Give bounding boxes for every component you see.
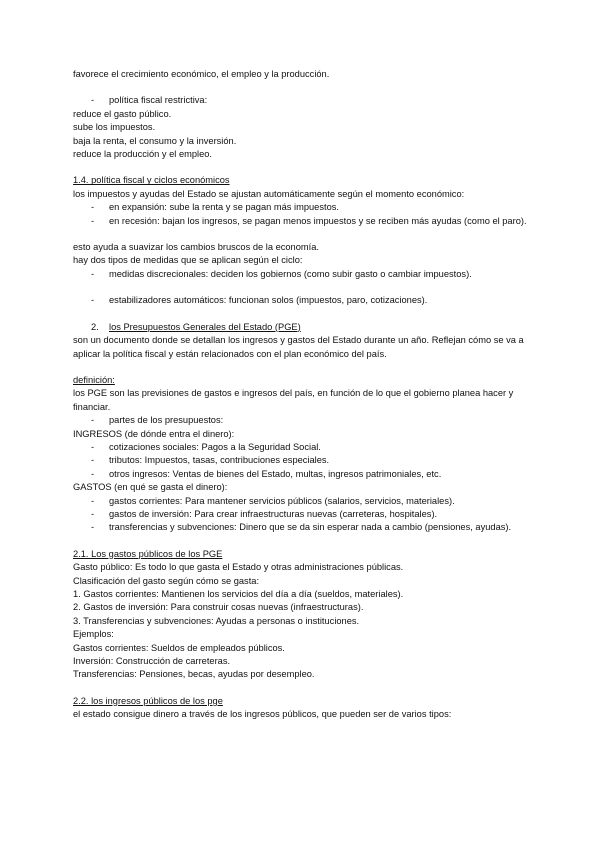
list-item: - partes de los presupuestos:: [91, 415, 224, 426]
restrictiva-line: reduce el gasto público.: [73, 108, 172, 119]
list-item: - gastos de inversión: Para crear infraestructuras nuevas (carreteras, hospitales).: [91, 508, 438, 519]
document-body: [73, 68, 533, 722]
list-item: - otros ingresos: Ventas de bienes del Estado, multas, ingresos patrimoniales, etc.: [91, 468, 442, 479]
restrictiva-line: sube los impuestos.: [73, 122, 156, 133]
list-item: - medidas discrecionales: deciden los gobiernos (como subir gasto o cambiar impuestos).: [91, 268, 472, 279]
list-item: - en recesión: bajan los ingresos, se pagan menos impuestos y se reciben más ayudas (como el paro).: [91, 215, 527, 226]
paragraph: hay dos tipos de medidas que se aplican según el ciclo:: [73, 255, 303, 266]
paragraph: esto ayuda a suavizar los cambios bruscos de la economía.: [73, 242, 319, 253]
section-2-2-title: 2.2. los ingresos públicos de los pge: [73, 695, 223, 706]
section-1-4-text: los impuestos y ayudas del Estado se ajustan automáticamente según el momento económico:: [73, 188, 465, 199]
paragraph: 1. Gastos corrientes: Mantienen los servicios del día a día (sueldos, materiales).: [73, 589, 404, 599]
definition-title: definición:: [73, 374, 115, 385]
bullet-mark: -: [91, 95, 95, 106]
restrictiva-line: reduce la producción y el empleo.: [73, 149, 213, 160]
section-2-text: son un documento donde se detallan los ingresos y gastos del Estado durante un año. Reflejan cómo se va a aplicar la política fiscal y están relacionados con el plan económico del país.: [73, 335, 524, 359]
list-item: - transferencias y subvenciones: Dinero que se da sin esperar nada a cambio (pensiones, ayudas).: [91, 522, 512, 533]
intro-line: favorece el crecimiento económico, el empleo y la producción.: [73, 69, 330, 79]
section-2-1-title: 2.1. Los gastos públicos de los PGE: [73, 548, 223, 559]
paragraph: Gasto público: Es todo lo que gasta el Estado y otras administraciones públicas.: [73, 562, 404, 573]
restrictiva-line: baja la renta, el consumo y la inversión.: [73, 135, 237, 146]
paragraph: Inversión: Construcción de carreteras.: [73, 656, 231, 667]
list-item: - cotizaciones sociales: Pagos a la Seguridad Social.: [91, 441, 321, 452]
paragraph: Ejemplos:: [73, 629, 114, 640]
list-item: - tributos: Impuestos, tasas, contribuciones especiales.: [91, 455, 330, 466]
list-item: - en expansión: sube la renta y se pagan más impuestos.: [91, 202, 339, 213]
section-2-title: 2. los Presupuestos Generales del Estado (PGE): [91, 321, 301, 332]
paragraph: Gastos corrientes: Sueldos de empleados públicos.: [73, 642, 285, 653]
paragraph: 2. Gastos de inversión: Para construir cosas nuevas (infraestructuras).: [73, 602, 364, 613]
paragraph: 3. Transferencias y subvenciones: Ayudas a personas o instituciones.: [73, 615, 360, 626]
list-item: - estabilizadores automáticos: funcionan solos (impuestos, paro, cotizaciones).: [91, 295, 428, 306]
ingresos-heading: INGRESOS (de dónde entra el dinero):: [73, 428, 235, 439]
definition-text: los PGE son las previsiones de gastos e ingresos del país, en función de lo que el gobierno planea hacer y financiar.: [73, 388, 514, 412]
gastos-heading: GASTOS (en qué se gasta el dinero):: [73, 482, 228, 493]
section-1-4-title: 1.4. política fiscal y ciclos económicos: [73, 175, 230, 186]
paragraph: Transferencias: Pensiones, becas, ayudas por desempleo.: [73, 669, 315, 680]
restrictiva-heading: - política fiscal restrictiva:: [73, 94, 533, 107]
section-2-2-text: el estado consigue dinero a través de los ingresos públicos, que pueden ser de varios tipos:: [73, 709, 452, 720]
list-item: - gastos corrientes: Para mantener servicios públicos (salarios, servicios, materiales).: [91, 495, 455, 506]
paragraph: Clasificación del gasto según cómo se gasta:: [73, 575, 260, 586]
